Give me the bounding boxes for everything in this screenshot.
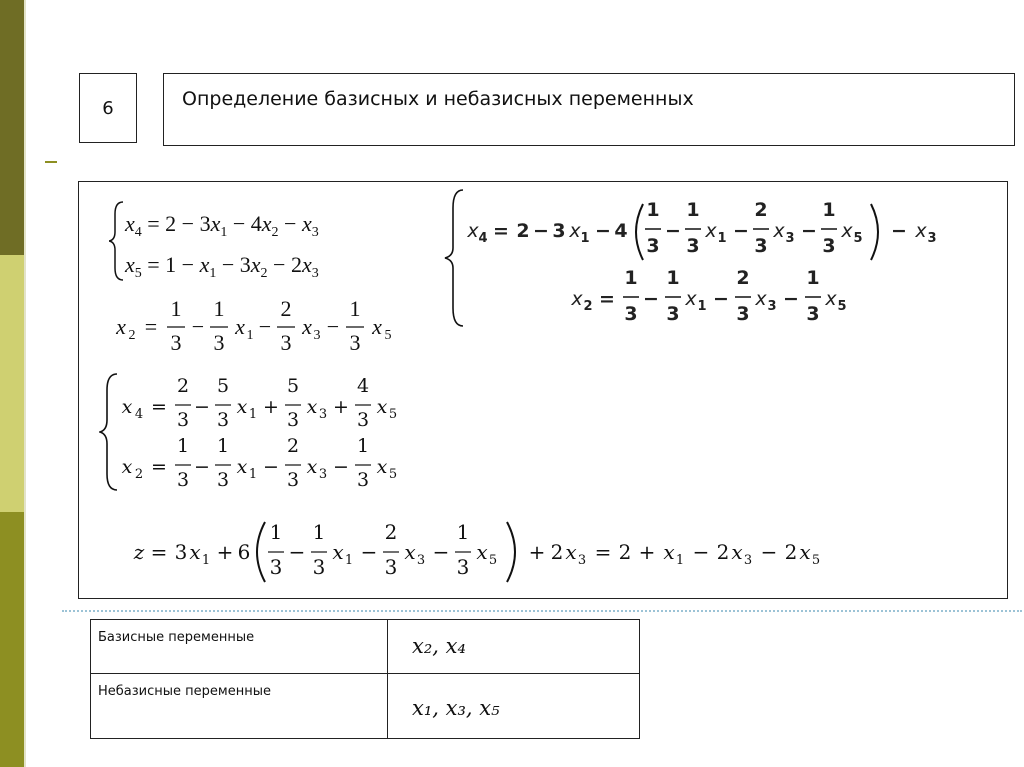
svg-text:3: 3 [286, 469, 300, 491]
svg-text:3: 3 [313, 328, 321, 343]
svg-text:−: − [643, 288, 659, 310]
svg-text:=: = [150, 540, 168, 564]
svg-text:−: − [326, 314, 340, 339]
svg-text:−: − [191, 314, 205, 339]
svg-text:−: − [263, 456, 279, 478]
svg-text:3: 3 [213, 330, 225, 355]
svg-text:1: 1 [269, 520, 283, 544]
svg-text:3: 3 [176, 469, 190, 491]
svg-text:+: + [216, 540, 234, 564]
svg-text:=: = [594, 540, 612, 564]
svg-text:1: 1 [201, 553, 211, 568]
svg-text:−: − [194, 396, 210, 418]
svg-text:3: 3 [269, 555, 283, 579]
table-row [91, 620, 640, 674]
svg-text:3: 3 [552, 220, 566, 242]
svg-text:x: x [121, 456, 133, 478]
svg-text:3: 3 [216, 469, 230, 491]
svg-text:1: 1 [216, 435, 230, 457]
svg-text:3: 3 [754, 235, 768, 257]
svg-text:2: 2 [384, 520, 398, 544]
svg-text:−: − [801, 220, 817, 242]
row-value: x₂, x₄ [388, 620, 640, 674]
svg-text:3: 3 [577, 553, 587, 568]
svg-text:−: − [194, 456, 210, 478]
svg-text:x5 = 1 − x1 − 3x2 − 2x3: $x_5 = 1 - x_1 - 3x_2 - 2x_3$ [125, 252, 319, 281]
svg-text:−: − [360, 540, 378, 564]
svg-text:3: 3 [349, 330, 361, 355]
svg-text:2: 2 [754, 199, 768, 221]
svg-text:−: − [783, 288, 799, 310]
svg-text:3: 3 [736, 303, 750, 325]
sidebar-mid-segment [0, 512, 24, 767]
svg-text:+: + [528, 540, 546, 564]
svg-text:x: x [841, 220, 853, 242]
svg-text:x: x [565, 540, 577, 564]
dotted-separator [62, 610, 1022, 612]
system3 [99, 368, 429, 498]
svg-text:3: 3 [176, 409, 190, 431]
svg-text:+: + [638, 540, 656, 564]
svg-text:x: x [825, 288, 837, 310]
system1 [109, 196, 399, 286]
svg-text:2: 2 [736, 267, 750, 289]
svg-text:3: 3 [806, 303, 820, 325]
svg-text:x: x [189, 540, 201, 564]
svg-text:x: x [799, 540, 811, 564]
svg-text:1: 1 [646, 199, 660, 221]
table-row [91, 673, 640, 738]
svg-text:2: 2 [134, 467, 144, 482]
svg-text:−: − [713, 288, 729, 310]
svg-text:3: 3 [416, 553, 426, 568]
x2-expression [99, 288, 409, 368]
svg-text:1: 1 [246, 328, 254, 343]
svg-text:2: 2 [583, 299, 593, 314]
svg-text:x: x [685, 288, 697, 310]
svg-text:3: 3 [927, 231, 937, 246]
svg-text:x: x [773, 220, 785, 242]
svg-text:2: 2 [716, 540, 730, 564]
row-value: x₁, x₃, x₅ [388, 673, 640, 738]
svg-text:5: 5 [384, 328, 392, 343]
svg-text:x: x [236, 396, 248, 418]
svg-text:1: 1 [624, 267, 638, 289]
svg-text:3: 3 [356, 469, 370, 491]
svg-text:−: − [288, 540, 306, 564]
svg-text:3: 3 [318, 407, 328, 422]
svg-text:3: 3 [822, 235, 836, 257]
svg-text:1: 1 [580, 231, 590, 246]
svg-text:3: 3 [624, 303, 638, 325]
svg-text:1: 1 [248, 467, 258, 482]
svg-text:3: 3 [318, 467, 328, 482]
svg-text:x: x [376, 456, 388, 478]
sidebar-dark-segment [0, 0, 24, 255]
sidebar-light-segment [0, 255, 24, 512]
objective-function [129, 512, 909, 592]
svg-text:x: x [306, 396, 318, 418]
svg-text:x: x [915, 220, 927, 242]
svg-text:=: = [144, 314, 158, 339]
row-label: Небазисные переменные [91, 673, 388, 738]
slide-number: 6 [102, 97, 114, 119]
svg-text:x: x [235, 314, 245, 339]
svg-text:x: x [571, 288, 583, 310]
svg-text:1: 1 [312, 520, 326, 544]
svg-text:4: 4 [614, 220, 628, 242]
svg-text:1: 1 [356, 435, 370, 457]
svg-text:1: 1 [675, 553, 685, 568]
svg-text:5: 5 [853, 231, 863, 246]
slide-title: Определение базисных и небазисных переменных [182, 88, 694, 110]
svg-text:x: x [467, 220, 479, 242]
svg-text:3: 3 [456, 555, 470, 579]
svg-text:3: 3 [216, 409, 230, 431]
svg-text:3: 3 [174, 540, 188, 564]
svg-text:2: 2 [286, 435, 300, 457]
svg-text:1: 1 [686, 199, 700, 221]
svg-text:x: x [404, 540, 416, 564]
svg-text:1: 1 [806, 267, 820, 289]
svg-text:−: − [258, 314, 272, 339]
svg-text:5: 5 [286, 375, 300, 397]
svg-text:−: − [595, 220, 611, 242]
svg-text:−: − [891, 220, 907, 242]
svg-text:4: 4 [356, 375, 370, 397]
svg-text:x: x [569, 220, 581, 242]
svg-text:6: 6 [237, 540, 251, 564]
svg-text:x: x [663, 540, 675, 564]
svg-text:1: 1 [717, 231, 727, 246]
svg-text:x: x [302, 314, 312, 339]
variables-table [90, 619, 640, 739]
svg-text:−: − [533, 220, 549, 242]
svg-text:=: = [599, 288, 615, 310]
svg-text:3: 3 [785, 231, 795, 246]
system2 [443, 186, 999, 334]
svg-text:=: = [151, 456, 167, 478]
svg-text:2: 2 [784, 540, 798, 564]
svg-text:4: 4 [478, 231, 488, 246]
svg-text:2: 2 [618, 540, 632, 564]
svg-text:2: 2 [176, 375, 190, 397]
svg-text:3: 3 [767, 299, 777, 314]
svg-text:1: 1 [456, 520, 470, 544]
svg-text:5: 5 [811, 553, 821, 568]
svg-text:x: x [731, 540, 743, 564]
svg-text:x: x [121, 396, 133, 418]
svg-text:1: 1 [170, 296, 182, 321]
svg-text:x: x [376, 396, 388, 418]
svg-text:+: + [263, 396, 279, 418]
svg-text:5: 5 [837, 299, 847, 314]
svg-text:x: x [705, 220, 717, 242]
svg-text:−: − [432, 540, 450, 564]
svg-text:x: x [476, 540, 488, 564]
svg-text:3: 3 [170, 330, 182, 355]
svg-text:x4 = 2 − 3x1 − 4x2 − x3: $x_4 = 2 - 3x_1 - 4x_2 - x_3$ [125, 211, 319, 240]
svg-text:−: − [760, 540, 778, 564]
svg-text:3: 3 [356, 409, 370, 431]
svg-text:x: x [236, 456, 248, 478]
formula-box [78, 181, 1008, 599]
svg-text:1: 1 [822, 199, 836, 221]
svg-text:−: − [733, 220, 749, 242]
svg-text:−: − [665, 220, 681, 242]
svg-text:1: 1 [213, 296, 225, 321]
svg-text:z: z [133, 540, 145, 564]
svg-text:3: 3 [280, 330, 292, 355]
svg-text:+: + [333, 396, 349, 418]
svg-text:3: 3 [646, 235, 660, 257]
svg-text:x: x [332, 540, 344, 564]
svg-text:=: = [151, 396, 167, 418]
svg-text:2: 2 [128, 328, 136, 343]
svg-text:5: 5 [388, 407, 398, 422]
svg-text:1: 1 [344, 553, 354, 568]
svg-text:5: 5 [216, 375, 230, 397]
svg-text:x: x [306, 456, 318, 478]
svg-text:2: 2 [550, 540, 564, 564]
svg-text:1: 1 [697, 299, 707, 314]
svg-text:1: 1 [176, 435, 190, 457]
svg-text:=: = [493, 220, 509, 242]
svg-text:1: 1 [666, 267, 680, 289]
svg-text:3: 3 [312, 555, 326, 579]
svg-text:−: − [333, 456, 349, 478]
svg-text:1: 1 [248, 407, 258, 422]
svg-text:1: 1 [349, 296, 361, 321]
svg-text:3: 3 [666, 303, 680, 325]
svg-text:2: 2 [280, 296, 292, 321]
svg-text:x: x [372, 314, 382, 339]
svg-text:x: x [755, 288, 767, 310]
svg-text:3: 3 [384, 555, 398, 579]
row-label: Базисные переменные [91, 620, 388, 674]
svg-text:3: 3 [686, 235, 700, 257]
svg-text:−: − [692, 540, 710, 564]
sidebar-edge-line [24, 0, 26, 767]
slide-number-box [79, 73, 137, 143]
svg-text:5: 5 [388, 467, 398, 482]
bullet-dash [45, 161, 57, 163]
svg-text:3: 3 [743, 553, 753, 568]
svg-text:3: 3 [286, 409, 300, 431]
svg-text:4: 4 [134, 407, 144, 422]
svg-text:5: 5 [488, 553, 498, 568]
title-box [163, 73, 1015, 146]
svg-text:2: 2 [516, 220, 530, 242]
svg-text:x: x [116, 314, 126, 339]
